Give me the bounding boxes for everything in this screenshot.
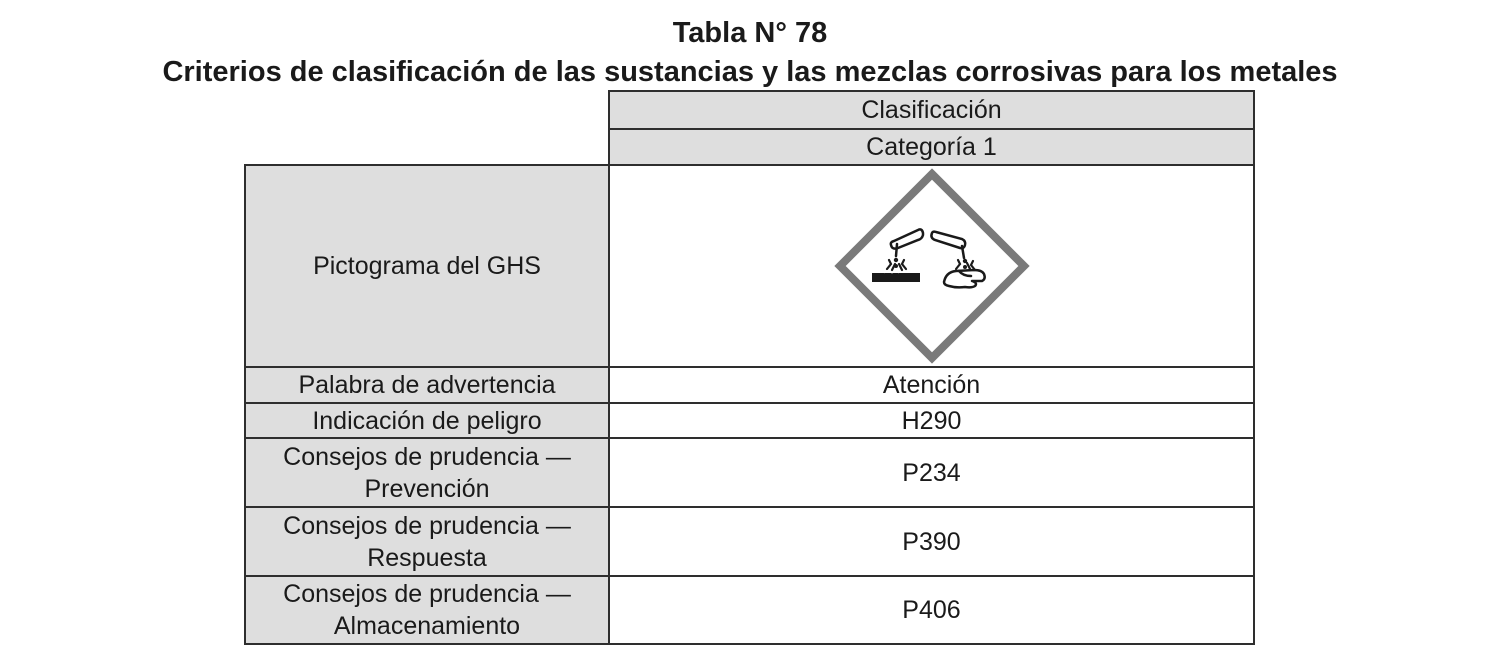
table-number: Tabla N° 78 <box>672 17 828 49</box>
header-classification: Clasificación <box>608 90 1255 130</box>
row-value-prevention: P234 <box>608 437 1255 508</box>
header-category: Categoría 1 <box>608 128 1255 166</box>
row-label-storage: Consejos de prudencia — Almacenamiento <box>244 575 610 645</box>
row-value-response: P390 <box>608 506 1255 577</box>
row-value-storage: P406 <box>608 575 1255 645</box>
row-value-hazard-statement: H290 <box>608 402 1255 439</box>
ghs-corrosion-icon <box>832 166 1032 366</box>
row-label-pictogram: Pictograma del GHS <box>244 164 610 368</box>
table-title: Criterios de clasificación de las sustancias y las mezclas corrosivas para los metales <box>162 56 1338 88</box>
row-label-prevention: Consejos de prudencia — Prevención <box>244 437 610 508</box>
row-label-hazard-statement: Indicación de peligro <box>244 402 610 439</box>
row-value-pictogram <box>608 164 1255 368</box>
row-label-response: Consejos de prudencia — Respuesta <box>244 506 610 577</box>
row-value-signal-word: Atención <box>608 366 1255 404</box>
row-label-signal-word: Palabra de advertencia <box>244 366 610 404</box>
